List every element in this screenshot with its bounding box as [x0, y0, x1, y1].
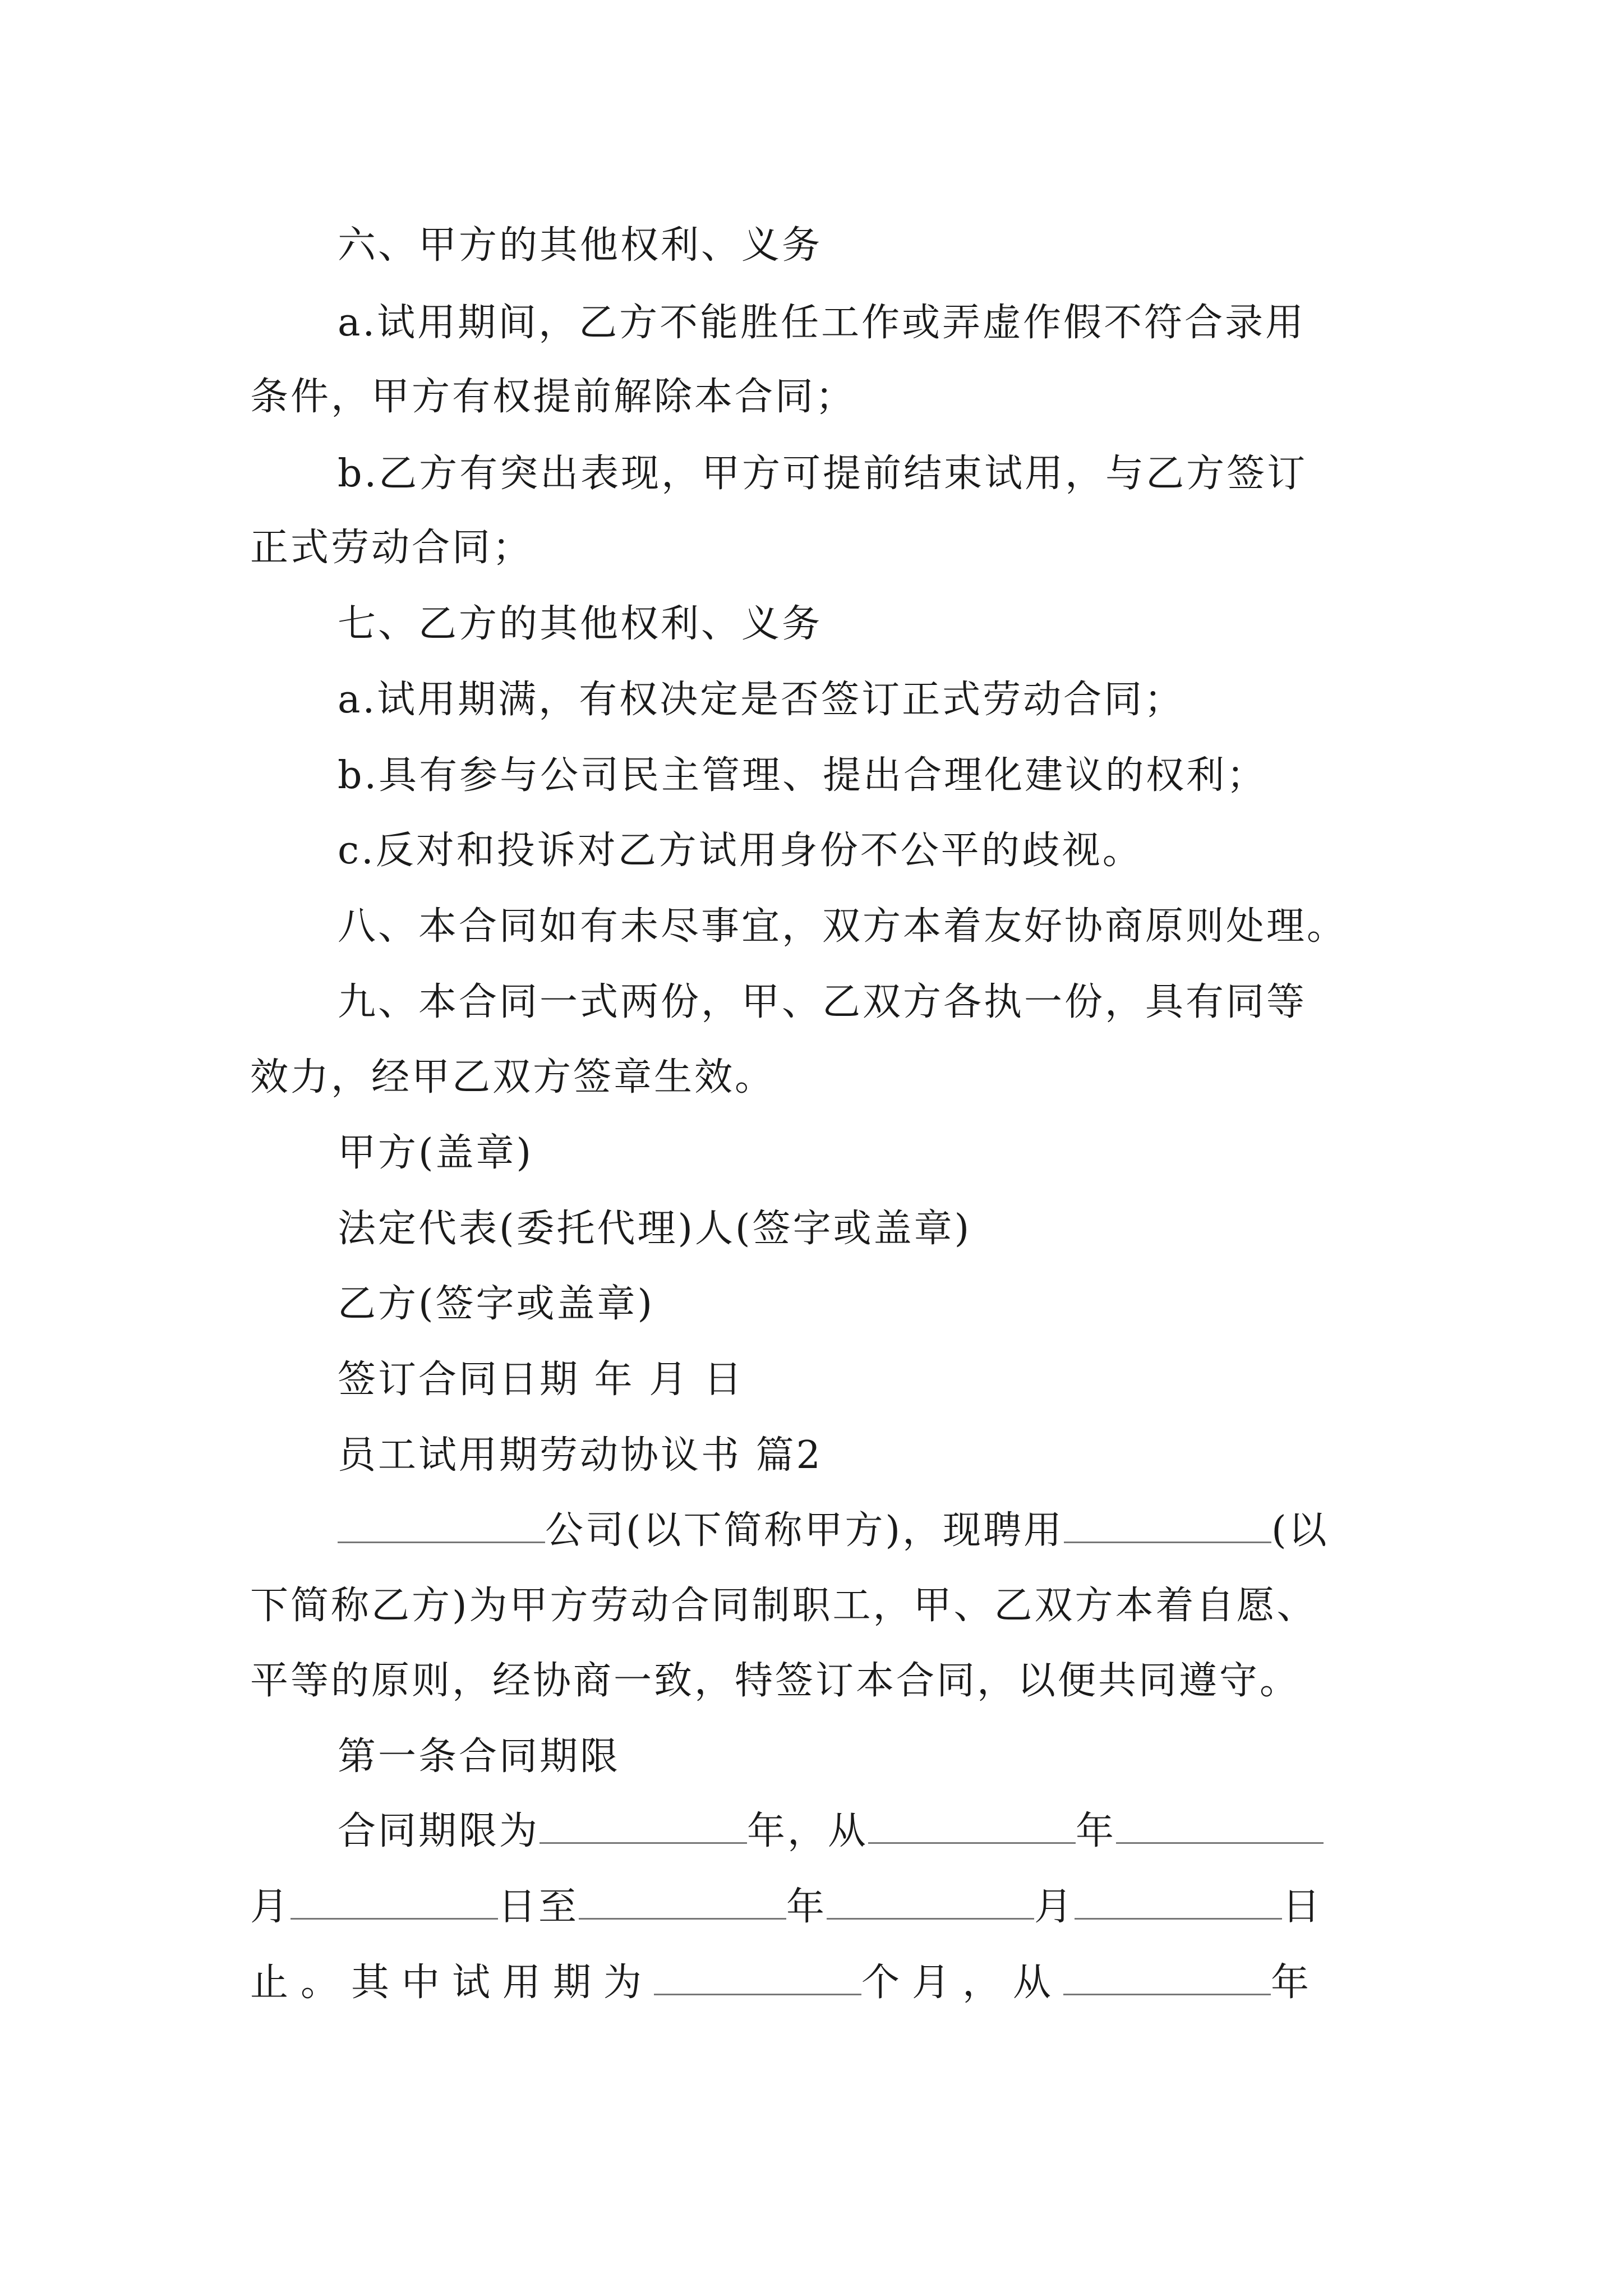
term-years-blank[interactable]	[540, 1809, 747, 1844]
intro-text-a: 公司(以下简称甲方)，现聘用	[545, 1508, 1064, 1553]
term-text: 止。其中试用期为	[250, 1961, 654, 2005]
section-heading-9: 九、本合同一式两份，甲、乙双方各执一份，具有同等	[338, 980, 1307, 1024]
term-text: 年，从	[747, 1809, 869, 1853]
article-1-title: 第一条合同期限	[338, 1734, 621, 1779]
term-text: 年	[786, 1885, 827, 1929]
section-heading-6: 六、甲方的其他权利、义务	[338, 223, 823, 268]
term-text: 日至	[498, 1885, 579, 1929]
end-year-blank[interactable]	[579, 1884, 786, 1920]
intro-text-b: (以	[1271, 1508, 1329, 1553]
paragraph-line: a.试用期满，有权决定是否签订正式劳动合同；	[338, 678, 1185, 722]
term-line-3	[250, 1958, 1321, 2008]
paragraph-line: 条件，甲方有权提前解除本合同；	[250, 375, 856, 419]
probation-start-year-blank[interactable]	[1063, 1960, 1271, 1995]
section-heading-8: 八、本合同如有未尽事宜，双方本着友好协商原则处理。	[338, 904, 1348, 949]
term-text: 合同期限为	[338, 1809, 540, 1853]
start-month-blank[interactable]	[1116, 1809, 1324, 1844]
term-text: 个月，从	[861, 1961, 1064, 2005]
signature-legal-representative: 法定代表(委托代理)人(签字或盖章)	[338, 1207, 972, 1251]
start-year-blank[interactable]	[868, 1809, 1076, 1844]
term-text: 日	[1282, 1885, 1323, 1929]
paragraph-line: 正式劳动合同；	[250, 526, 533, 570]
company-name-blank[interactable]	[338, 1508, 545, 1543]
paragraph-line: b.具有参与公司民主管理、提出合理化建议的权利；	[338, 753, 1267, 798]
signature-party-b: 乙方(签字或盖章)	[338, 1282, 655, 1326]
signature-party-a: 甲方(盖章)	[338, 1131, 534, 1175]
paragraph-line: 下简称乙方)为甲方劳动合同制职工，甲、乙双方本着自愿、	[250, 1584, 1317, 1628]
end-day-blank[interactable]	[1075, 1884, 1282, 1920]
section-heading-7: 七、乙方的其他权利、义务	[338, 602, 823, 646]
term-line-2	[250, 1882, 1322, 1932]
term-text: 月	[1034, 1885, 1075, 1929]
probation-months-blank[interactable]	[654, 1960, 861, 1995]
end-month-blank[interactable]	[827, 1884, 1034, 1920]
employee-name-blank[interactable]	[1064, 1508, 1271, 1543]
document-title-part2: 员工试用期劳动协议书 篇2	[338, 1433, 823, 1478]
paragraph-line: c.反对和投诉对乙方试用身份不公平的歧视。	[338, 829, 1143, 873]
term-line-1	[338, 1806, 1324, 1857]
start-day-blank[interactable]	[291, 1884, 498, 1920]
intro-line	[338, 1506, 1329, 1556]
term-text: 月	[250, 1885, 291, 1929]
term-text: 年	[1271, 1961, 1322, 2005]
paragraph-line: 平等的原则，经协商一致，特签订本合同，以便共同遵守。	[250, 1659, 1301, 1703]
paragraph-line: b.乙方有突出表现，甲方可提前结束试用，与乙方签订	[338, 452, 1308, 496]
term-text: 年	[1076, 1809, 1117, 1853]
signing-date: 签订合同日期 年 月 日	[338, 1358, 744, 1402]
paragraph-line: 效力，经甲乙双方签章生效。	[250, 1055, 776, 1099]
paragraph-line: a.试用期间，乙方不能胜任工作或弄虚作假不符合录用	[338, 301, 1306, 345]
